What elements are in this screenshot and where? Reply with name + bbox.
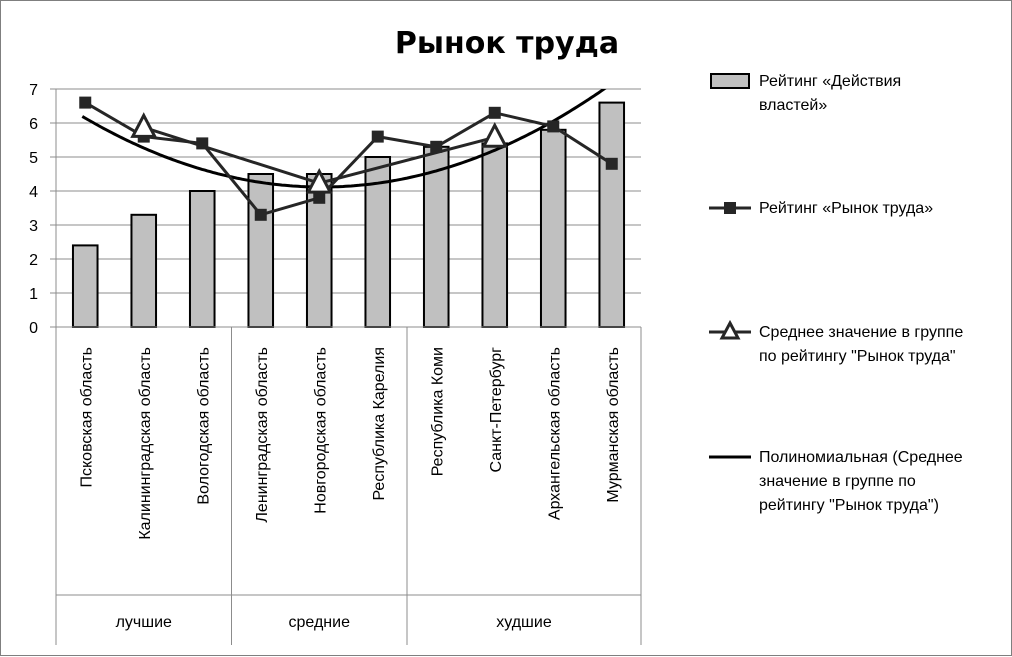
category-label-9: Мурманская область: [604, 347, 622, 503]
legend-label-3-2: рейтингу "Рынок труда"): [759, 497, 939, 514]
y-axis-ticks: [29, 82, 56, 337]
y-tick-label-2: 2: [29, 252, 38, 269]
legend-label-0-0: Рейтинг «Действия: [759, 73, 902, 90]
chart-canvas: [1, 1, 1012, 657]
rating-line: [85, 103, 612, 215]
category-label-7: Санкт-Петербург: [487, 347, 505, 473]
group-label-1: средние: [288, 614, 350, 631]
square-marker-0: [79, 97, 91, 109]
bar-8: [541, 130, 566, 327]
y-tick-label-7: 7: [29, 82, 38, 99]
legend-label-2-0: Среднее значение в группе: [759, 324, 964, 341]
legend-label-1-0: Рейтинг «Рынок труда»: [759, 200, 934, 217]
category-label-6: Республика Коми: [429, 347, 447, 477]
chart-title: Рынок труда: [394, 26, 620, 61]
legend-square-marker: [724, 202, 736, 214]
y-tick-label-3: 3: [29, 218, 38, 235]
category-label-4: Новгородская область: [312, 347, 330, 514]
category-label-3: Ленинградская область: [253, 347, 271, 523]
legend-triangle-marker: [722, 323, 738, 338]
bar-1: [131, 215, 156, 327]
y-tick-label-4: 4: [29, 184, 38, 201]
legend-label-3-0: Полиномиальная (Среднее: [759, 449, 963, 466]
legend-label-3-1: значение в группе по: [759, 473, 916, 490]
square-marker-3: [255, 209, 267, 221]
category-label-2: Вологодская область: [195, 347, 213, 505]
legend-label-2-1: по рейтингу "Рынок труда": [759, 348, 956, 365]
bar-2: [190, 191, 215, 327]
triangle-marker-0: [133, 115, 155, 136]
legend: [709, 73, 963, 514]
triangle-marker-2: [484, 125, 506, 146]
bar-7: [482, 143, 507, 327]
y-tick-label-5: 5: [29, 150, 38, 167]
legend-swatch-bar: [711, 74, 749, 88]
bar-0: [73, 245, 98, 327]
y-tick-label-1: 1: [29, 286, 38, 303]
y-tick-label-0: 0: [29, 320, 38, 337]
square-marker-9: [606, 158, 618, 170]
category-label-5: Республика Карелия: [370, 347, 388, 501]
square-marker-5: [372, 131, 384, 143]
line-series: [79, 82, 618, 221]
group-label-0: лучшие: [115, 614, 172, 631]
bar-9: [599, 103, 624, 327]
legend-label-0-1: властей»: [759, 97, 828, 114]
square-marker-7: [489, 107, 501, 119]
group-label-2: худшие: [496, 614, 552, 631]
category-label-8: Архангельская область: [546, 347, 564, 521]
category-label-1: Калининградская область: [136, 347, 154, 540]
bar-3: [248, 174, 273, 327]
square-marker-8: [547, 120, 559, 132]
y-tick-label-6: 6: [29, 116, 38, 133]
category-label-0: Псковская область: [78, 347, 96, 488]
category-labels: [78, 347, 622, 540]
